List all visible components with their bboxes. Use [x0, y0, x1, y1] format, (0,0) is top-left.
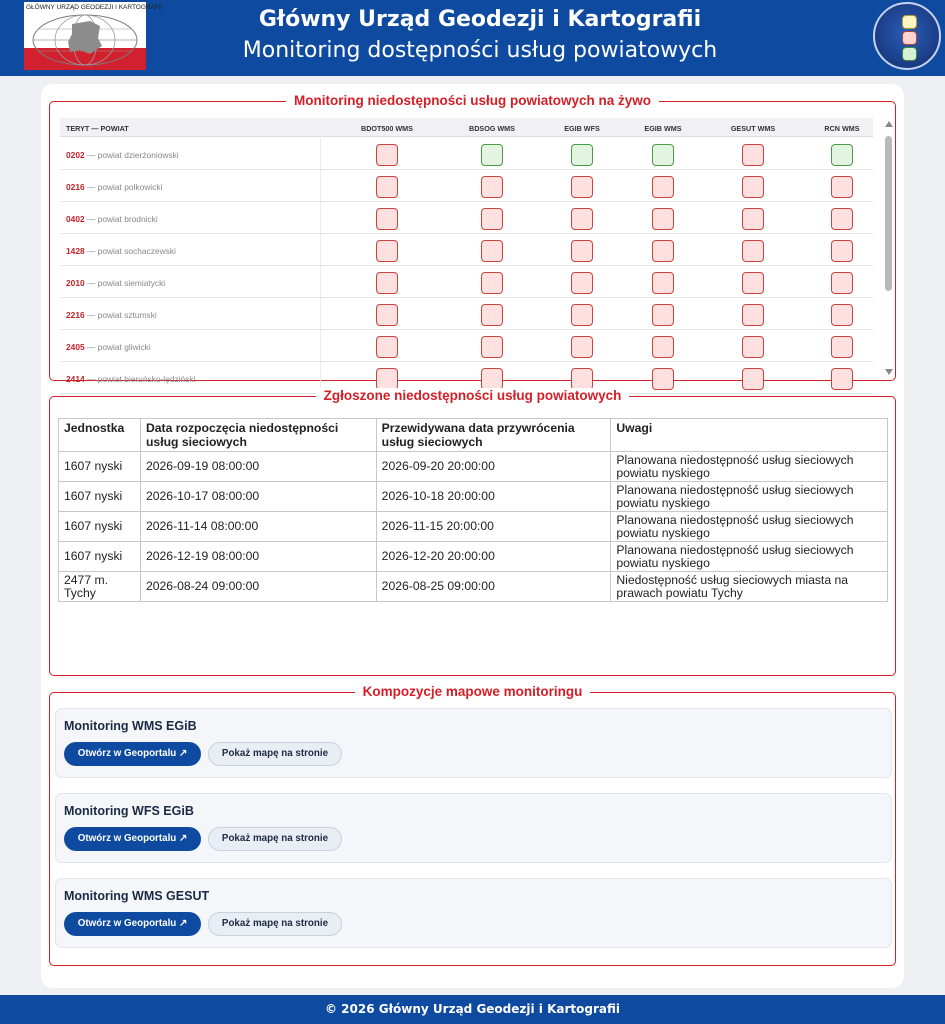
- status-down-indicator[interactable]: [571, 272, 593, 294]
- reports-cell: Planowana niedostępność usług sieciowych powiatu nyskiego: [611, 542, 888, 572]
- status-down-indicator[interactable]: [571, 176, 593, 198]
- live-monitoring-section: [49, 93, 896, 384]
- column-header-teryt: TERYT — POWIAT: [66, 124, 129, 133]
- status-row: [60, 234, 873, 266]
- show-map-button[interactable]: Pokaż mapę na stronie: [208, 912, 342, 936]
- gugik-logo[interactable]: [24, 2, 163, 70]
- reports-cell: Planowana niedostępność usług sieciowych powiatu nyskiego: [611, 512, 888, 542]
- status-down-indicator[interactable]: [571, 304, 593, 326]
- status-grid: [60, 118, 873, 384]
- reports-cell: 1607 nyski: [59, 542, 141, 572]
- reports-row: [59, 452, 888, 482]
- status-down-indicator[interactable]: [481, 272, 503, 294]
- status-down-indicator[interactable]: [652, 176, 674, 198]
- open-in-geoportal-button[interactable]: Otwórz w Geoportalu ↗: [64, 742, 201, 766]
- powiat-label: — powiat siemiatycki: [84, 278, 166, 288]
- powiat-label: — powiat sochaczewski: [84, 246, 176, 256]
- status-row: [60, 170, 873, 202]
- status-down-indicator[interactable]: [571, 208, 593, 230]
- reports-header-row: [59, 419, 888, 452]
- reports-cell: Planowana niedostępność usług sieciowych powiatu nyskiego: [611, 452, 888, 482]
- powiat-name: [66, 150, 179, 160]
- powiat-label: — powiat brodnicki: [84, 214, 158, 224]
- status-down-indicator[interactable]: [481, 240, 503, 262]
- column-divider: [320, 234, 321, 265]
- reports-cell: 1607 nyski: [59, 512, 141, 542]
- status-down-indicator[interactable]: [571, 336, 593, 358]
- site-header: [0, 0, 945, 76]
- reports-cell: 2026-08-25 09:00:00: [376, 572, 611, 602]
- status-down-indicator[interactable]: [831, 208, 853, 230]
- powiat-name: [66, 342, 151, 352]
- column-header-service: BDOT500 WMS: [361, 124, 413, 133]
- status-down-indicator[interactable]: [652, 272, 674, 294]
- status-down-indicator[interactable]: [376, 272, 398, 294]
- status-down-indicator[interactable]: [376, 176, 398, 198]
- status-up-indicator[interactable]: [831, 144, 853, 166]
- status-down-indicator[interactable]: [376, 208, 398, 230]
- reports-cell: 2026-09-19 08:00:00: [140, 452, 376, 482]
- reports-cell: 1607 nyski: [59, 482, 141, 512]
- reports-cell: Planowana niedostępność usług sieciowych powiatu nyskiego: [611, 482, 888, 512]
- reports-table: [58, 418, 888, 602]
- status-up-indicator[interactable]: [652, 144, 674, 166]
- teryt-code: 2414: [66, 374, 85, 384]
- logo-text: GŁÓWNY URZĄD GEODEZJI I KARTOGRAFII: [26, 4, 163, 11]
- traffic-light-red: [902, 31, 917, 45]
- powiat-name: [66, 310, 157, 320]
- map-compositions-title: Kompozycje mapowe monitoringu: [355, 684, 591, 699]
- status-down-indicator[interactable]: [831, 272, 853, 294]
- column-header-service: RCN WMS: [824, 124, 860, 133]
- status-down-indicator[interactable]: [376, 240, 398, 262]
- show-map-button[interactable]: Pokaż mapę na stronie: [208, 742, 342, 766]
- map-compositions-section: [49, 684, 896, 966]
- status-down-indicator[interactable]: [652, 240, 674, 262]
- live-monitoring-title: Monitoring niedostępności usług powiatowych na żywo: [286, 93, 659, 108]
- reports-column-header: Przewidywana data przywrócenia usług sieciowych: [376, 419, 611, 452]
- site-title: Główny Urząd Geodezji i Kartografii: [258, 7, 702, 32]
- status-down-indicator[interactable]: [831, 304, 853, 326]
- reports-row: [59, 482, 888, 512]
- map-composition-card: [55, 793, 892, 863]
- status-down-indicator[interactable]: [481, 304, 503, 326]
- reports-cell: 2026-10-18 20:00:00: [376, 482, 611, 512]
- reports-cell: 2026-12-19 08:00:00: [140, 542, 376, 572]
- column-divider: [320, 266, 321, 297]
- column-divider: [320, 138, 321, 169]
- map-composition-title: Monitoring WMS EGiB: [64, 719, 197, 733]
- teryt-code: 2405: [66, 342, 85, 352]
- status-row: [60, 138, 873, 170]
- teryt-code: 0202: [66, 150, 85, 160]
- map-composition-card: [55, 878, 892, 948]
- status-down-indicator[interactable]: [652, 208, 674, 230]
- open-in-geoportal-button[interactable]: Otwórz w Geoportalu ↗: [64, 827, 201, 851]
- status-down-indicator[interactable]: [742, 176, 764, 198]
- powiat-label: — powiat bieruńsko-lędziński: [84, 374, 196, 384]
- reports-row: [59, 542, 888, 572]
- column-header-service: BDSOG WMS: [469, 124, 515, 133]
- status-down-indicator[interactable]: [376, 144, 398, 166]
- map-composition-title: Monitoring WMS GESUT: [64, 889, 210, 903]
- status-row: [60, 202, 873, 234]
- show-map-button[interactable]: Pokaż mapę na stronie: [208, 827, 342, 851]
- globe-icon: [24, 2, 163, 70]
- status-down-indicator[interactable]: [742, 272, 764, 294]
- reports-cell: 2026-09-20 20:00:00: [376, 452, 611, 482]
- reports-title: Zgłoszone niedostępności usług powiatowych: [316, 388, 630, 403]
- scroll-up-icon[interactable]: [885, 121, 893, 127]
- reports-cell: 2026-11-14 08:00:00: [140, 512, 376, 542]
- reports-cell: 2026-12-20 20:00:00: [376, 542, 611, 572]
- reports-row: [59, 572, 888, 602]
- status-down-indicator[interactable]: [831, 336, 853, 358]
- column-header-service: EGIB WFS: [564, 124, 600, 133]
- status-row: [60, 266, 873, 298]
- reports-row: [59, 512, 888, 542]
- status-down-indicator[interactable]: [481, 208, 503, 230]
- column-divider: [320, 298, 321, 329]
- reports-cell: 2026-08-24 09:00:00: [140, 572, 376, 602]
- traffic-light-yellow: [902, 15, 917, 29]
- teryt-code: 2216: [66, 310, 85, 320]
- reports-cell: 1607 nyski: [59, 452, 141, 482]
- status-down-indicator[interactable]: [742, 208, 764, 230]
- reports-section: [49, 388, 896, 676]
- reports-column-header: Jednostka: [59, 419, 141, 452]
- status-row: [60, 298, 873, 330]
- powiat-name: [66, 246, 176, 256]
- powiat-name: [66, 214, 158, 224]
- site-footer: © 2026 Główny Urząd Geodezji i Kartografii: [0, 995, 945, 1024]
- scroll-thumb[interactable]: [885, 136, 892, 291]
- status-down-indicator[interactable]: [742, 240, 764, 262]
- map-composition-card: [55, 708, 892, 778]
- site-subtitle: Monitoring dostępności usług powiatowych: [242, 38, 718, 63]
- status-down-indicator[interactable]: [831, 240, 853, 262]
- status-grid-header: [60, 118, 873, 137]
- reports-cell: 2026-10-17 08:00:00: [140, 482, 376, 512]
- status-down-indicator[interactable]: [571, 240, 593, 262]
- teryt-code: 2010: [66, 278, 85, 288]
- powiat-name: [66, 278, 165, 288]
- column-header-service: GESUT WMS: [730, 124, 776, 133]
- status-down-indicator[interactable]: [376, 304, 398, 326]
- status-down-indicator[interactable]: [481, 176, 503, 198]
- teryt-code: 0216: [66, 182, 85, 192]
- powiat-label: — powiat polkowicki: [84, 182, 163, 192]
- open-in-geoportal-button[interactable]: Otwórz w Geoportalu ↗: [64, 912, 201, 936]
- powiat-name: [66, 374, 195, 384]
- powiat-name: [66, 182, 162, 192]
- status-down-indicator[interactable]: [652, 304, 674, 326]
- reports-column-header: Data rozpoczęcia niedostępności usług sieciowych: [140, 419, 376, 452]
- status-down-indicator[interactable]: [481, 336, 503, 358]
- reports-cell: 2026-11-15 20:00:00: [376, 512, 611, 542]
- status-up-indicator[interactable]: [571, 144, 593, 166]
- column-divider: [320, 330, 321, 361]
- map-composition-title: Monitoring WFS EGiB: [64, 804, 194, 818]
- powiat-label: — powiat dzierżoniowski: [84, 150, 179, 160]
- teryt-code: 0402: [66, 214, 85, 224]
- status-grid-scrollbar[interactable]: [883, 118, 895, 378]
- status-down-indicator[interactable]: [652, 336, 674, 358]
- column-divider: [320, 170, 321, 201]
- status-down-indicator[interactable]: [376, 336, 398, 358]
- status-down-indicator[interactable]: [742, 304, 764, 326]
- column-divider: [320, 202, 321, 233]
- status-down-indicator[interactable]: [742, 144, 764, 166]
- status-down-indicator[interactable]: [742, 336, 764, 358]
- status-row: [60, 330, 873, 362]
- powiat-label: — powiat gliwicki: [84, 342, 151, 352]
- reports-cell: Niedostępność usług sieciowych miasta na prawach powiatu Tychy: [611, 572, 888, 602]
- traffic-light-green: [902, 47, 917, 61]
- column-header-service: EGIB WMS: [644, 124, 682, 133]
- powiat-label: — powiat sztumski: [84, 310, 157, 320]
- teryt-code: 1428: [66, 246, 85, 256]
- reports-column-header: Uwagi: [611, 419, 888, 452]
- traffic-light-icon[interactable]: [873, 2, 941, 70]
- scroll-down-icon[interactable]: [885, 369, 893, 375]
- status-down-indicator[interactable]: [831, 176, 853, 198]
- status-up-indicator[interactable]: [481, 144, 503, 166]
- reports-cell: 2477 m. Tychy: [59, 572, 141, 602]
